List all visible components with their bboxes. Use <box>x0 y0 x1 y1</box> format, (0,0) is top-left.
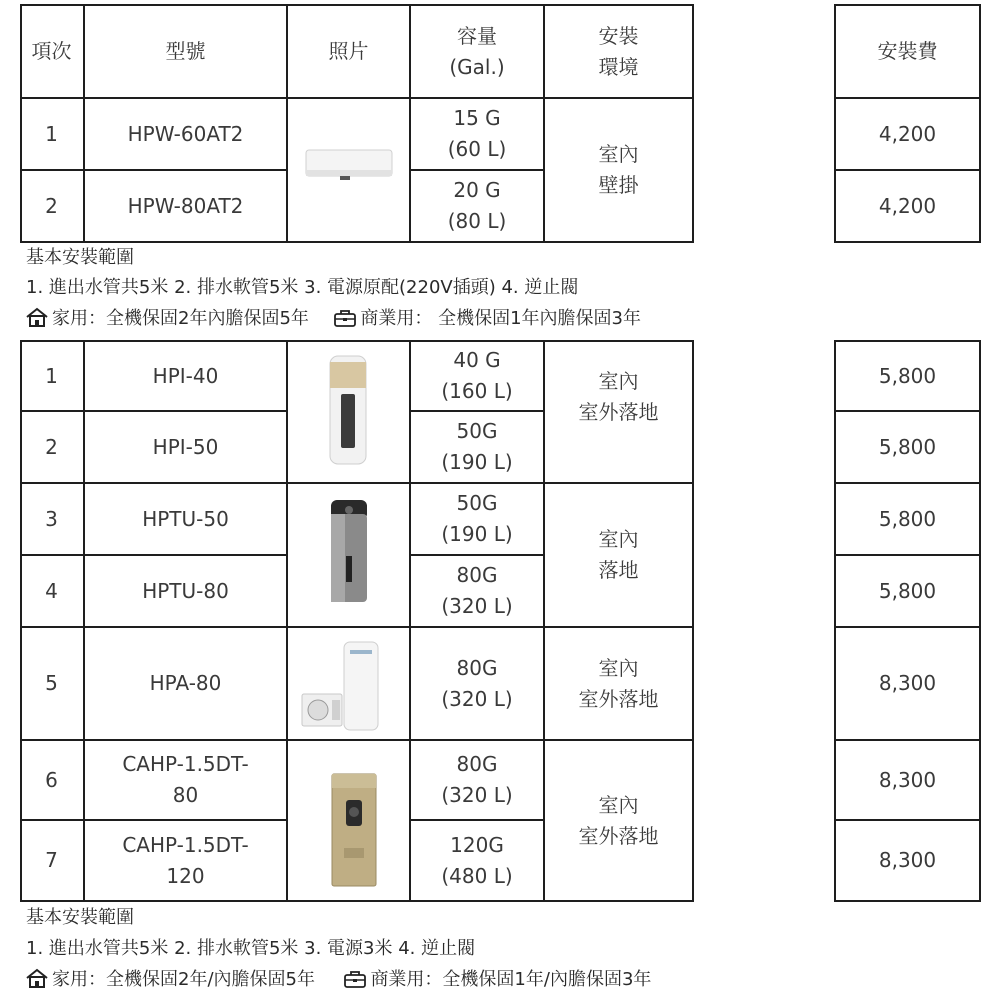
briefcase-icon <box>344 970 366 988</box>
house-icon <box>26 307 48 327</box>
row-model: CAHP-1.5DT- 120 <box>122 832 249 888</box>
header-item: 項次 <box>31 39 72 63</box>
install-environment: 室內 壁掛 <box>598 142 639 197</box>
business-warranty: 商業用： 全機保固1年內膽保固3年 <box>360 308 641 329</box>
row-model: HPW-80AT2 <box>127 193 244 218</box>
row-number: 5 <box>45 671 58 695</box>
table-border <box>286 340 288 902</box>
row-number: 1 <box>45 363 58 388</box>
install-scope-title: 基本安裝範圍 <box>26 247 134 268</box>
row-fee: 5,800 <box>878 434 937 459</box>
warranty-line <box>26 966 651 994</box>
row-number: 2 <box>45 193 58 218</box>
install-scope-list: 1. 進出水管共5米 2. 排水軟管5米 3. 電源原配(220V插頭) 4. 逆止閥 <box>26 277 579 298</box>
row-capacity: 50G (190 L) <box>441 419 513 474</box>
header-photo: 照片 <box>328 39 369 63</box>
install-scope-title: 基本安裝範圍 <box>26 907 134 928</box>
home-warranty: 家用：全機保固2年/內膽保固5年 <box>52 969 315 990</box>
table-border <box>979 4 981 243</box>
row-model: CAHP-1.5DT- 80 <box>122 752 249 807</box>
table-border <box>692 4 694 243</box>
row-model: HPA-80 <box>149 671 222 695</box>
header-model: 型號 <box>165 39 206 63</box>
row-model: HPTU-50 <box>142 506 229 531</box>
table-border <box>20 900 693 902</box>
table-border <box>692 340 694 902</box>
hpi-tank-photo <box>326 354 370 468</box>
row-number: 3 <box>45 506 58 531</box>
cahp-tank-photo <box>328 772 380 890</box>
install-environment: 室內 室外落地 <box>578 655 659 711</box>
row-number: 2 <box>45 434 58 459</box>
row-fee: 4,200 <box>878 121 937 146</box>
row-number: 4 <box>45 578 58 603</box>
hpa-split-system-photo <box>298 638 384 734</box>
row-capacity: 15 G (60 L) <box>447 106 507 161</box>
row-model: HPI-50 <box>152 434 219 459</box>
row-model: HPTU-80 <box>142 578 229 603</box>
header-fee: 安裝費 <box>877 39 938 63</box>
row-model: HPW-60AT2 <box>127 121 244 146</box>
row-fee: 4,200 <box>878 193 937 218</box>
row-fee: 8,300 <box>878 848 937 872</box>
install-environment: 室內 室外落地 <box>578 369 659 424</box>
row-capacity: 80G (320 L) <box>441 655 513 711</box>
business-warranty: 商業用：全機保固1年/內膽保固3年 <box>370 969 652 990</box>
row-fee: 5,800 <box>878 506 937 531</box>
row-fee: 5,800 <box>878 363 937 388</box>
home-warranty: 家用：全機保固2年內膽保固5年 <box>52 308 309 329</box>
warranty-line <box>26 305 641 333</box>
table-border <box>834 900 980 902</box>
header-environment: 安裝 環境 <box>598 23 639 79</box>
install-environment: 室內 室外落地 <box>578 792 659 848</box>
install-environment: 室內 落地 <box>598 527 639 582</box>
row-capacity: 40 G (160 L) <box>441 348 513 403</box>
row-number: 7 <box>45 848 58 872</box>
table-border <box>20 241 693 243</box>
briefcase-icon <box>334 309 356 327</box>
row-fee: 8,300 <box>878 767 937 792</box>
hptu-tank-photo <box>328 496 370 606</box>
table-border <box>979 340 981 902</box>
row-number: 6 <box>45 767 58 792</box>
row-capacity: 80G (320 L) <box>441 563 513 618</box>
row-number: 1 <box>45 121 58 146</box>
row-fee: 8,300 <box>878 671 937 695</box>
row-fee: 5,800 <box>878 578 937 603</box>
row-capacity: 120G (480 L) <box>441 832 513 888</box>
row-capacity: 20 G (80 L) <box>447 178 507 233</box>
table-border <box>834 241 980 243</box>
row-model: HPI-40 <box>152 363 219 388</box>
install-scope-list: 1. 進出水管共5米 2. 排水軟管5米 3. 電源3米 4. 逆止閥 <box>26 938 476 959</box>
house-icon <box>26 968 48 988</box>
wall-heat-pump-photo <box>300 140 396 188</box>
row-capacity: 80G (320 L) <box>441 752 513 807</box>
header-capacity: 容量 (Gal.) <box>449 23 505 79</box>
row-capacity: 50G (190 L) <box>441 491 513 546</box>
